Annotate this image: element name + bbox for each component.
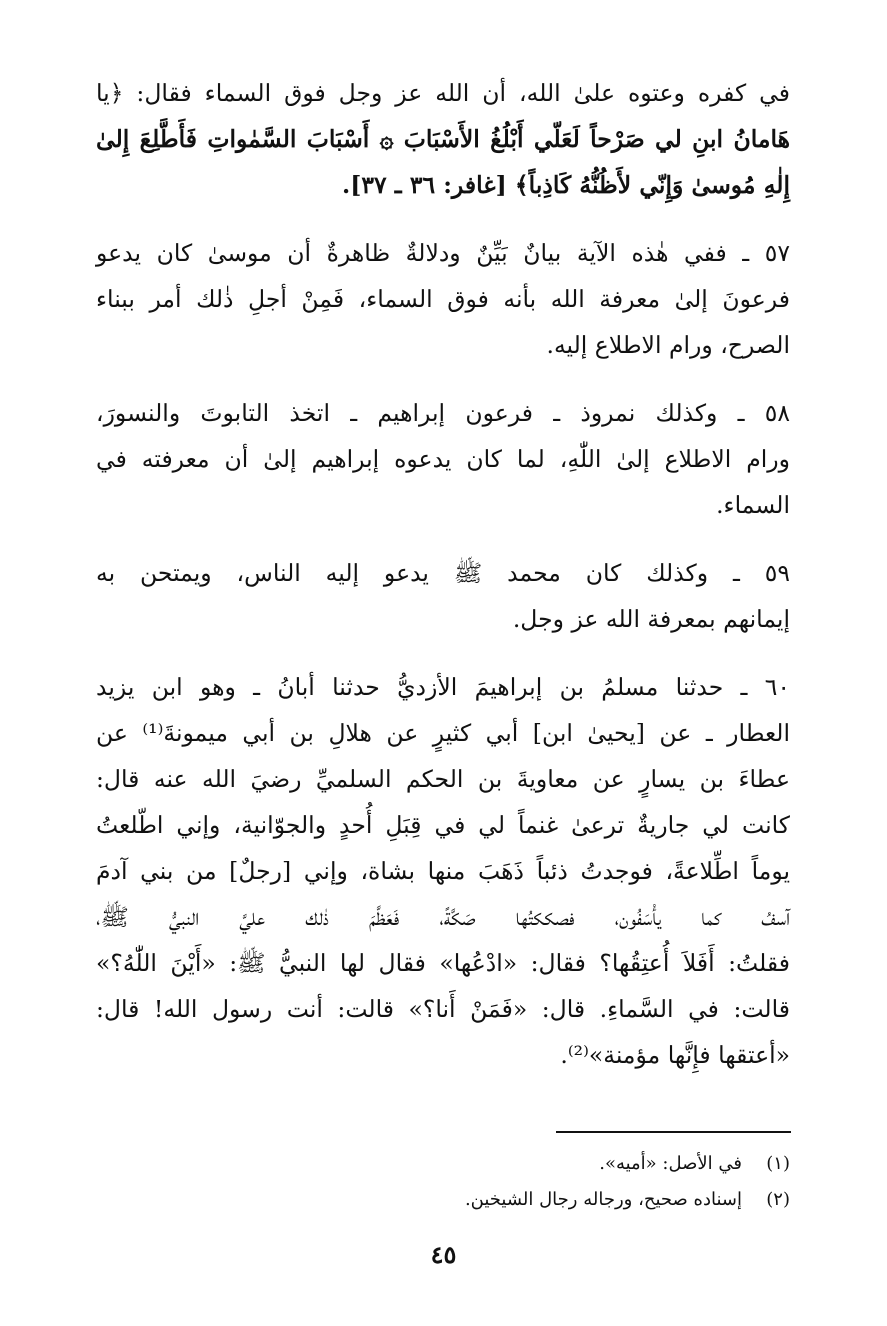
text-line: السماء. [716, 491, 790, 519]
footnote-number: (٢) [766, 1189, 790, 1210]
text-line: الصرح، ورام الاطلاع إليه. [546, 331, 790, 359]
text-line: قالت: في السَّماءِ. قال: «فَمَنْ أَنا؟» قالت: أنت رسول الله! قال: [96, 995, 790, 1023]
text-line: يوماً اطِّلاعةً، فوجدتُ ذئباً ذَهَبَ منها بشاة، وإني [رجلٌ] من بني آدمَ [96, 857, 790, 885]
paragraph-59 [96, 550, 790, 642]
footnote-text: في الأصل: «أميه». [599, 1153, 742, 1174]
paragraph-58 [96, 390, 790, 528]
footnote-text: إسناده صحيح، ورجاله رجال الشيخين. [464, 1189, 742, 1210]
footnote-2 [96, 1182, 790, 1218]
footnote-1 [96, 1146, 790, 1182]
text-line: عطاءَ بن يسارٍ عن معاويةَ بن الحكم السلميِّ رضيَ الله عنه قال: [96, 765, 790, 793]
text-line: ٥٨ ـ وكذلك نمروذ ـ فرعون إبراهيم ـ اتخذ التابوتَ والنسورَ، [96, 399, 790, 427]
quran-verse-line: إِلٰهِ مُوسىٰ وَإِنّي لأَظُنُّهُ كَاذِباً﴾ [غافر: ٣٦ ـ ٣٧]. [342, 171, 790, 199]
footnote-divider [556, 1131, 791, 1133]
text-line: في كفره وعتوه علىٰ الله، أن الله عز وجل فوق السماء فقال: ﴿يا [96, 79, 790, 107]
page-body [96, 70, 790, 1100]
text-line: ٥٩ ـ وكذلك كان محمد ﷺ يدعو إليه الناس، ويمتحن به [96, 559, 790, 587]
text-line: ٦٠ ـ حدثنا مسلمُ بن إبراهيمَ الأزديُّ حدثنا أبانُ ـ وهو ابن يزيد [96, 673, 790, 701]
text-line: كانت لي جاريةٌ ترعىٰ غنماً لي في قِبَلِ أُحدٍ والجوّانية، وإني اطّلعتُ [96, 811, 790, 839]
text-line: فقلتُ: أَفَلاَ أُعتِقُها؟ فقال: «ادْعُها» فقال لها النبيُّ ﷺ: «أَيْنَ اللّٰهُ؟» [96, 949, 790, 977]
footnotes [96, 1146, 790, 1218]
footnote-number: (١) [766, 1153, 790, 1174]
text-line: ٥٧ ـ ففي هٰذه الآية بيانٌ بَيِّنٌ ودلالةٌ ظاهرةٌ أن موسىٰ كان يدعو [96, 239, 790, 267]
text-line: آسفُ كما يأْسَفُون، فصككتُها صَكَّةً، فَعَظَّمَ ذٰلك عليَّ النبيُّ ﷺ، [96, 903, 790, 931]
page-number: ٤٥ [430, 1240, 457, 1269]
text-line: العطار ـ عن [يحيىٰ ابن] أبي كثيرٍ عن هلالِ بن أبي ميمونةَ⁽¹⁾ عن [96, 719, 790, 747]
paragraph-57 [96, 230, 790, 368]
text-line: ورام الاطلاع إلىٰ اللّٰهِ، لما كان يدعوه إبراهيم إلىٰ أن معرفته في [96, 445, 790, 473]
text-line: «أعتقها فإِنَّها مؤمنة»⁽²⁾. [560, 1041, 790, 1069]
paragraph-60 [96, 664, 790, 1078]
paragraph-quran-citation [96, 70, 790, 208]
text-line: إيمانهم بمعرفة الله عز وجل. [512, 605, 790, 633]
quran-verse-line: هَامانُ ابنِ لي صَرْحاً لَعَلّي أَبْلُغُ الأَسْبَابَ ۞ أَسْبَابَ السَّمٰواتِ فَأَطَّلِعَ إِلىٰ [96, 125, 790, 153]
text-line: فرعونَ إلىٰ معرفة الله بأنه فوق السماء، فَمِنْ أجلِ ذٰلك أمر ببناء [96, 285, 790, 313]
